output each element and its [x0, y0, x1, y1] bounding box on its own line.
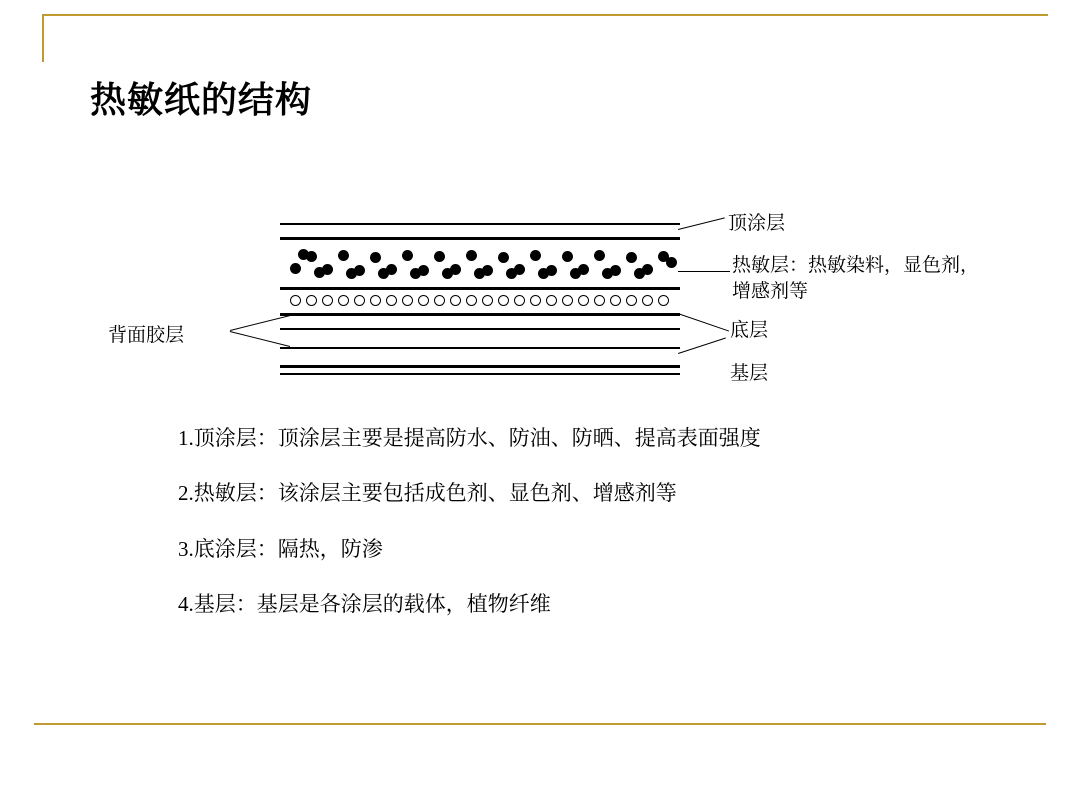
- label-thermal-layer: 热敏层：热敏染料，显色剂，增感剂等: [732, 255, 980, 302]
- top-coat-upper-line: [280, 223, 680, 225]
- bottom-layer-upper-line: [280, 328, 680, 330]
- undercoat-lower-line: [280, 313, 680, 316]
- thermal-layer-particles: [286, 247, 676, 283]
- list-item: 4.基层：基层是各涂层的载体，植物纤维: [178, 591, 551, 616]
- leader-line-thermal-layer: [678, 271, 730, 272]
- leader-line-back-adhesive-lower: [230, 331, 290, 347]
- label-base-layer: 基层: [730, 363, 769, 384]
- page-title: 热敏纸的结构: [90, 80, 313, 120]
- top-coat-lower-line: [280, 237, 680, 240]
- leader-line-top-coat: [678, 217, 725, 230]
- decorative-left-rule: [42, 14, 44, 62]
- decorative-bottom-rule: [34, 723, 1046, 725]
- list-item: 1.顶涂层：顶涂层主要是提高防水、防油、防晒、提高表面强度: [178, 426, 761, 450]
- bullet-list: [178, 425, 1018, 646]
- list-item: 3.底涂层：隔热，防渗: [178, 536, 383, 561]
- label-back-adhesive: 背面胶层: [108, 325, 185, 346]
- decorative-top-rule: [42, 14, 1048, 16]
- thermal-paper-structure-diagram: [100, 195, 980, 410]
- label-top-coat: 顶涂层: [728, 213, 786, 234]
- bottom-layer-lower-line: [280, 347, 680, 349]
- leader-line-base-layer: [678, 338, 726, 354]
- base-layer-upper-line: [280, 365, 680, 368]
- label-bottom-layer: 底层: [730, 320, 769, 341]
- thermal-layer-lower-line: [280, 287, 680, 290]
- leader-line-bottom-layer: [678, 313, 729, 332]
- base-layer-lower-line: [280, 373, 680, 375]
- list-item: 2.热敏层：该涂层主要包括成色剂、显色剂、增感剂等: [178, 481, 677, 506]
- undercoat-particles: [288, 295, 676, 309]
